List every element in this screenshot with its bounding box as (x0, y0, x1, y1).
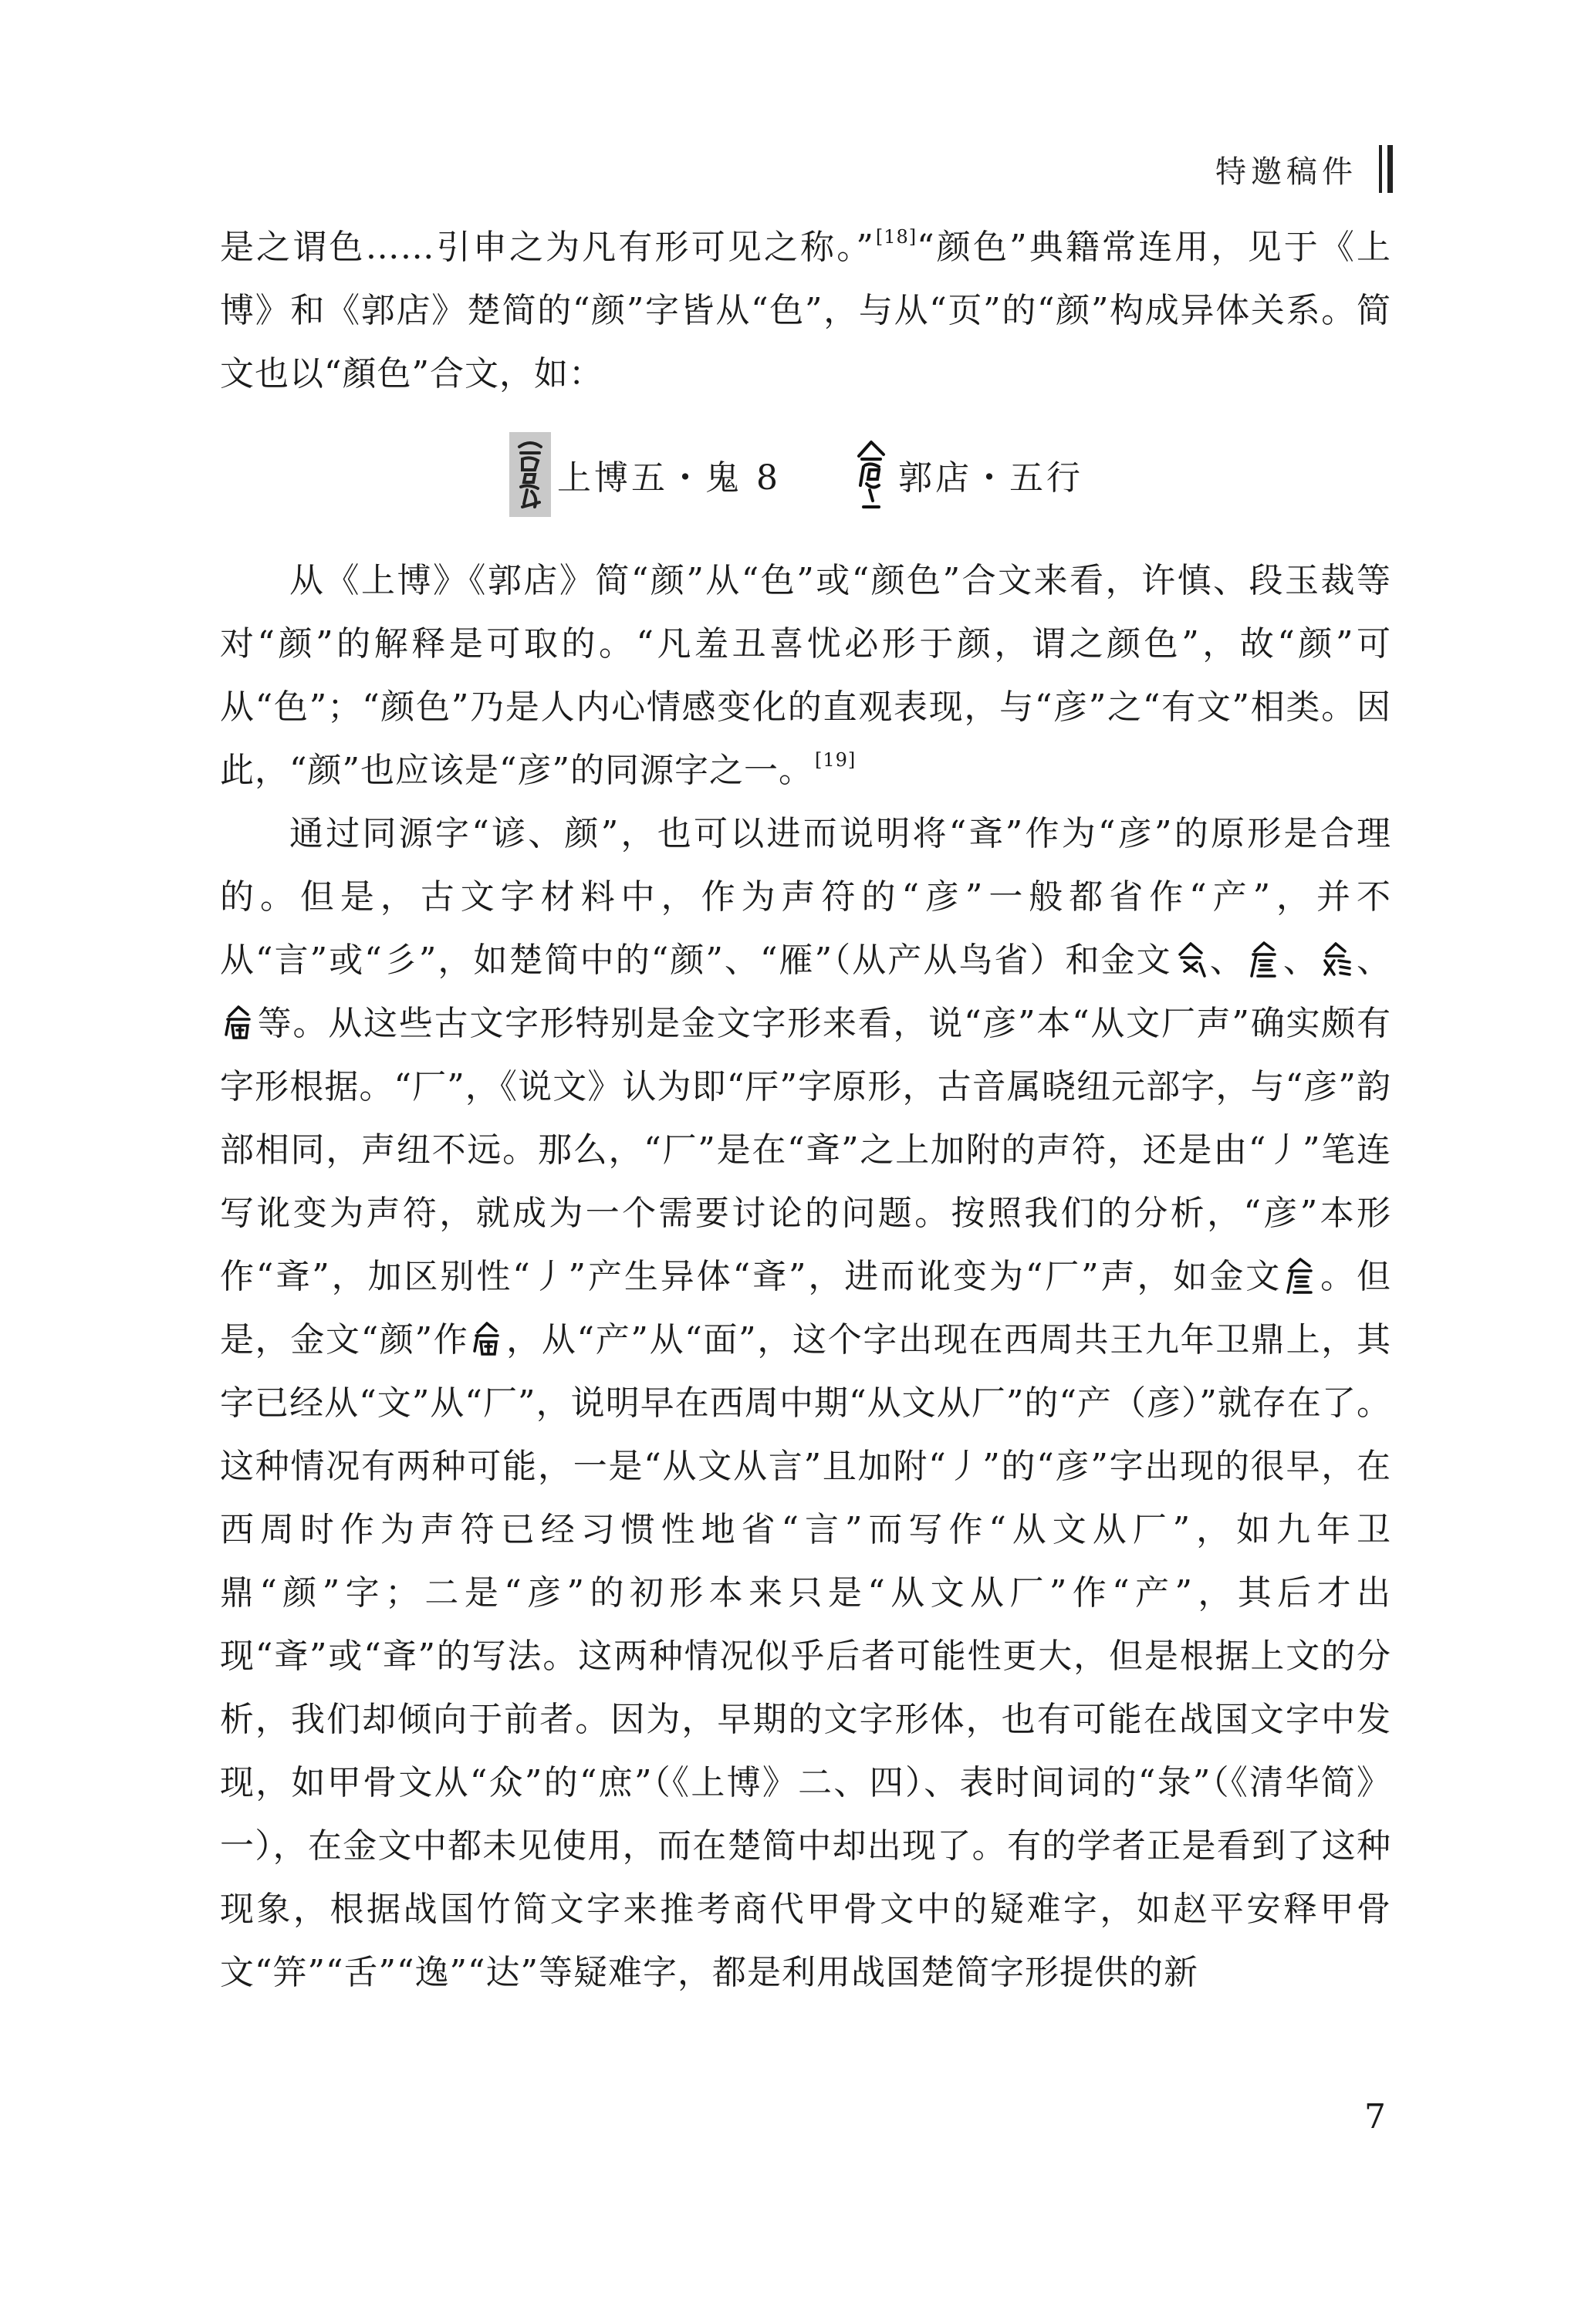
example-label-shangbo: 上博五・鬼 8 (557, 458, 781, 498)
glyph-separator: 、 (1282, 941, 1319, 980)
bronze-glyph-image (470, 1320, 504, 1359)
bronze-glyph-image (1320, 941, 1354, 979)
bronze-glyph-image (1247, 941, 1281, 979)
paragraph-2 (220, 549, 1391, 802)
paragraph-1-text-b: “颜色”典籍常连用，见于《上博》和《郭店》楚简的“颜”字皆从“色”，与从“页”的“颜”构成异体关系。简文也以“顏色”合文，如： (220, 228, 1391, 394)
bronze-glyph-image (221, 1004, 255, 1042)
bamboo-slip-glyph-image (509, 432, 551, 517)
example-glyph-line (509, 432, 1083, 517)
running-header (1215, 145, 1393, 193)
page-number: 7 (1364, 2097, 1386, 2137)
paragraph-3-text-c: 。但是，金文“颜”作 (220, 1257, 1392, 1360)
example-label-guodian: 郭店・五行 (897, 458, 1083, 498)
paragraph-2-text: 从《上博》《郭店》简“颜”从“色”或“颜色”合文来看，许慎、段玉裁等对“颜”的解释是可取的。“凡羞丑喜忧必形于颜，谓之颜色”，故“颜”可从“色”；“颜色”乃是人内心情感变化的直观表现，与“彦”之“有文”相类。因此，“颜”也应该是“彦”的同源字之一。 (220, 561, 1391, 790)
paragraph-3 (220, 802, 1391, 2005)
citation-19: [19] (814, 749, 857, 771)
glyph-separator: 、 (1208, 941, 1245, 980)
section-label: 特邀稿件 (1215, 154, 1357, 190)
paragraph-1 (220, 216, 1391, 406)
example-shangbo (509, 432, 781, 517)
citation-18: [18] (875, 226, 917, 248)
paragraph-3-text-a: 通过同源字“谚、颜”，也可以进而说明将“斊”作为“彦”的原形是合理的。但是，古文字材料中，作为声符的“彦”一般都省作“产”，并不从“言”或“彡”，如楚简中的“颜”、“雁”（从产从鸟省）和金文 (220, 814, 1391, 980)
example-guodian (850, 432, 1083, 517)
bronze-glyph-image (1283, 1257, 1317, 1295)
paragraph-1-text-a: 是之谓色……引申之为凡有形可见之称。” (220, 228, 874, 267)
paragraph-3-text-b: 等。从这些古文字形特别是金文字形来看，说“彦”本“从文厂声”确实颇有字形根据。“厂”，《说文》认为即“厈”字原形，古音属晓纽元部字，与“彦”韵部相同，声纽不远。那么，“厂”是在“斊”之上加附的声符，还是由“丿”笔连写讹变为声符，就成为一个需要讨论的问题。按照我们的分析，“彦”本形作“斊”，加区别性“丿”产生异体“斊”，进而讹变为“厂”声，如金文 (220, 1004, 1391, 1296)
paragraph-3-text-d: ，从“产”从“面”，这个字出现在西周共王九年卫鼎上，其字已经从“文”从“厂”，说明早在西周中期“从文从厂”的“产（彦）”就存在了。这种情况有两种可能，一是“从文从言”且加附“丿”的“彦”字出现的很早，在西周时作为声符已经习惯性地省“言”而写作“从文从厂”，如九年卫鼎“颜”字；二是“彦”的初形本来只是“从文从厂”作“产”，其后才出现“斊”或“斊”的写法。这两种情况似乎后者可能性更大，但是根据上文的分析，我们却倾向于前者。因为，早期的文字形体，也有可能在战国文字中发现，如甲骨文从“众”的“庶”（《上博》二、四）、表时间词的“彔”（《清华简》一），在金文中都未见使用，而在楚简中却出现了。有的学者正是看到了这种现象，根据战国竹简文字来推考商代甲骨文中的疑难字，如赵平安释甲骨文“笄”“舌”“逸”“达”等疑难字，都是利用战国楚简字形提供的新 (220, 1320, 1391, 1992)
bronze-glyph-image (1174, 941, 1208, 979)
bamboo-slip-glyph-image (850, 432, 892, 517)
header-bars-decoration (1379, 145, 1393, 193)
glyph-separator: 、 (1355, 941, 1392, 980)
